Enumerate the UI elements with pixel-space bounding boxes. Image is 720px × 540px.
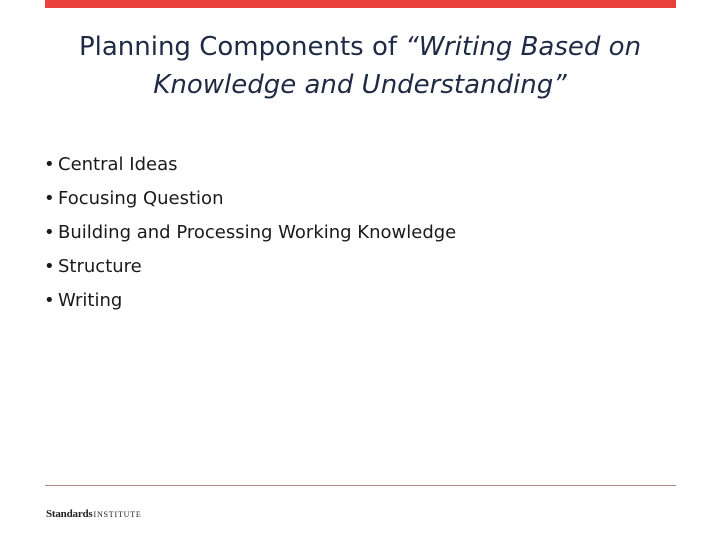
title-plain-text: Planning Components of [78,32,406,62]
logo-wordmark-light: INSTITUTE [93,510,142,519]
list-item [44,182,456,216]
bullet-list [44,148,456,318]
bullet-text: Structure [58,256,142,277]
bullet-marker: • [44,290,55,311]
title-italic-line1: “Writing Based on [405,32,642,62]
title-italic-line2: Knowledge and Understanding” [153,70,567,100]
bullet-text: Focusing Question [58,188,224,209]
bullet-marker: • [44,154,55,175]
bullet-marker: • [44,222,55,243]
list-item [44,148,456,182]
list-item [44,284,456,318]
top-accent-bar [45,0,676,8]
logo-wordmark-strong: Standards [46,508,93,520]
bullet-marker: • [44,256,55,277]
bullet-text: Building and Processing Working Knowledge [58,222,457,243]
footer-divider [45,485,676,486]
bullet-text: Writing [58,290,123,311]
list-item [44,216,456,250]
bullet-marker: • [44,188,55,209]
list-item [44,250,456,284]
standards-institute-logo [46,504,142,522]
slide-title [20,28,700,104]
bullet-text: Central Ideas [58,154,178,175]
